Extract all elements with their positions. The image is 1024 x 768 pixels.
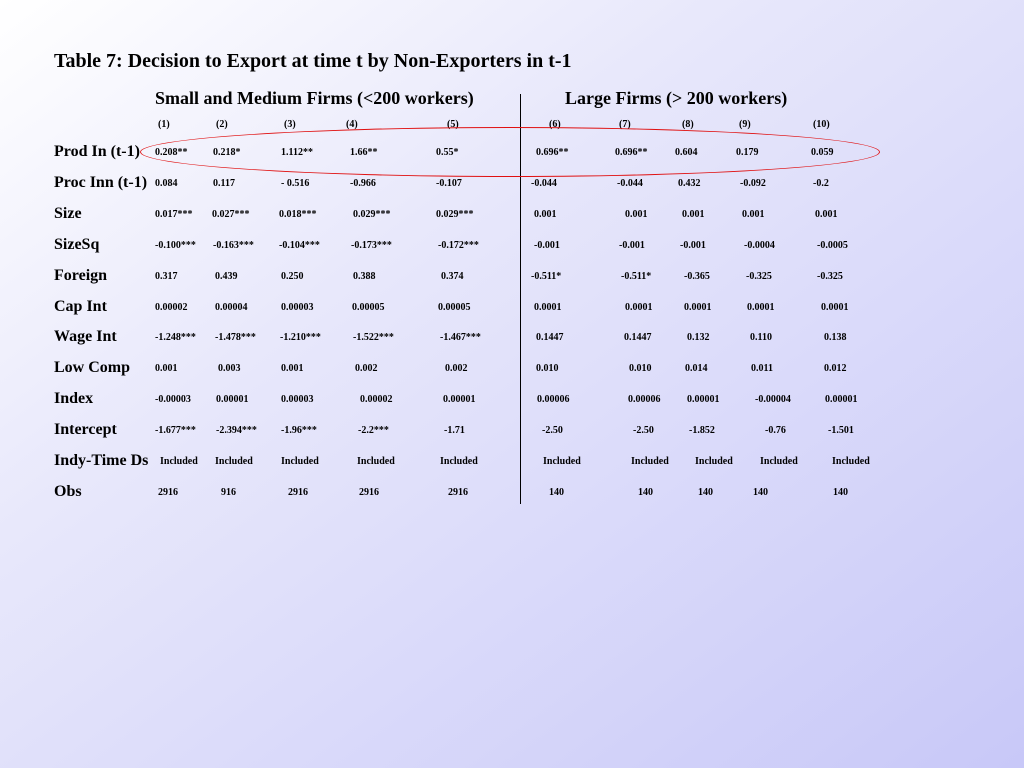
table-cell: 140 bbox=[549, 486, 564, 498]
table-cell: -0.00004 bbox=[755, 394, 791, 406]
column-header: (3) bbox=[284, 119, 296, 130]
table-cell: 0.696** bbox=[536, 147, 569, 158]
table-cell: 0.0001 bbox=[684, 301, 712, 313]
table-cell: Included bbox=[695, 456, 733, 467]
row-label: Indy-Time Ds bbox=[54, 452, 149, 469]
table-cell: 140 bbox=[833, 486, 848, 498]
table-cell: -0.163*** bbox=[213, 239, 254, 251]
column-header: (6) bbox=[549, 119, 561, 130]
column-header: (8) bbox=[682, 119, 694, 130]
table-row bbox=[0, 483, 1024, 505]
table-cell: -1.71 bbox=[444, 425, 465, 437]
table-cell: -2.394*** bbox=[216, 425, 257, 437]
table-cell: 0.00001 bbox=[825, 394, 858, 406]
table-cell: -1.501 bbox=[828, 425, 854, 437]
table-cell: 0.010 bbox=[629, 363, 652, 375]
table-cell: 0.00001 bbox=[687, 394, 720, 406]
table-cell: Included bbox=[760, 456, 798, 467]
table-row bbox=[0, 452, 1024, 474]
table-cell: 140 bbox=[753, 486, 768, 498]
table-row bbox=[0, 298, 1024, 320]
row-label: Index bbox=[54, 390, 94, 408]
table-cell: 0.0001 bbox=[747, 301, 775, 313]
table-cell: 0.179 bbox=[736, 147, 759, 158]
table-cell: 0.00003 bbox=[281, 394, 314, 406]
table-cell: 916 bbox=[221, 486, 236, 498]
table-cell: Included bbox=[281, 456, 319, 467]
table-cell: 0.432 bbox=[678, 177, 701, 189]
row-label: Foreign bbox=[54, 266, 108, 284]
table-cell: 0.1447 bbox=[624, 332, 652, 344]
row-label: Size bbox=[54, 204, 82, 222]
column-header: (5) bbox=[447, 119, 459, 130]
table-cell: -0.76 bbox=[765, 425, 786, 437]
table-cell: 2916 bbox=[158, 486, 178, 498]
table-cell: -2.2*** bbox=[358, 425, 389, 437]
table-cell: 0.00003 bbox=[281, 301, 314, 313]
table-cell: 140 bbox=[698, 486, 713, 498]
table-cell: 0.55* bbox=[436, 147, 459, 158]
table-cell: 0.00002 bbox=[155, 301, 188, 313]
row-label: Proc Inn (t-1) bbox=[54, 173, 148, 191]
table-cell: 0.00006 bbox=[628, 394, 661, 406]
table-cell: 0.001 bbox=[742, 208, 765, 220]
table-cell: 0.0001 bbox=[625, 301, 653, 313]
table-cell: -0.172*** bbox=[438, 239, 479, 251]
table-cell: 0.00001 bbox=[443, 394, 476, 406]
row-label: Wage Int bbox=[54, 328, 117, 346]
table-cell: Included bbox=[440, 456, 478, 467]
table-cell: 0.132 bbox=[687, 332, 710, 344]
table-cell: -0.107 bbox=[436, 177, 462, 189]
table-cell: 0.138 bbox=[824, 332, 847, 344]
column-header: (2) bbox=[216, 119, 228, 130]
table-cell: 0.017*** bbox=[155, 208, 193, 220]
table-row bbox=[0, 174, 1024, 196]
table-cell: 0.084 bbox=[155, 177, 178, 189]
table-cell: -1.852 bbox=[689, 425, 715, 437]
table-cell: -0.104*** bbox=[279, 239, 320, 251]
table-cell: 0.001 bbox=[534, 208, 557, 220]
table-cell: -0.2 bbox=[813, 177, 829, 189]
column-header: (1) bbox=[158, 119, 170, 130]
group-header-small-medium: Small and Medium Firms (<200 workers) bbox=[155, 88, 474, 108]
table-cell: - 0.516 bbox=[281, 177, 310, 189]
table-cell: -2.50 bbox=[542, 425, 563, 437]
table-cell: -0.044 bbox=[617, 177, 643, 189]
table-cell: 0.00006 bbox=[537, 394, 570, 406]
table-cell: -0.511* bbox=[621, 270, 652, 282]
table-cell: 140 bbox=[638, 486, 653, 498]
table-cell: 0.011 bbox=[751, 363, 773, 375]
table-cell: -1.467*** bbox=[440, 332, 481, 344]
row-label: Intercept bbox=[54, 421, 117, 439]
table-cell: 0.002 bbox=[445, 363, 468, 375]
table-row bbox=[0, 267, 1024, 289]
highlight-ellipse bbox=[140, 127, 880, 177]
table-cell: 0.110 bbox=[750, 332, 772, 344]
table-cell: -0.365 bbox=[684, 270, 710, 282]
table-cell: 0.00004 bbox=[215, 301, 248, 313]
table-cell: 0.010 bbox=[536, 363, 559, 375]
table-cell: -0.173*** bbox=[351, 239, 392, 251]
table-row bbox=[0, 328, 1024, 350]
table-cell: -1.210*** bbox=[280, 332, 321, 344]
table-cell: -0.001 bbox=[619, 239, 645, 251]
table-cell: -0.966 bbox=[350, 177, 376, 189]
table-cell: 0.317 bbox=[155, 270, 178, 282]
table-cell: Included bbox=[357, 456, 395, 467]
table-cell: -0.001 bbox=[534, 239, 560, 251]
table-cell: -0.511* bbox=[531, 270, 562, 282]
table-cell: 0.00002 bbox=[360, 394, 393, 406]
table-cell: 0.059 bbox=[811, 147, 834, 158]
row-label: Prod In (t-1) bbox=[54, 143, 140, 160]
column-header: (7) bbox=[619, 119, 631, 130]
table-title: Table 7: Decision to Export at time t by Non-Exporters in t-1 bbox=[54, 50, 572, 72]
table-cell: -1.96*** bbox=[281, 425, 317, 437]
table-cell: -1.522*** bbox=[353, 332, 394, 344]
table-row bbox=[0, 421, 1024, 443]
table-cell: 0.001 bbox=[815, 208, 838, 220]
table-cell: 2916 bbox=[359, 486, 379, 498]
table-cell: 0.00001 bbox=[216, 394, 249, 406]
table-cell: 0.1447 bbox=[536, 332, 564, 344]
table-cell: -0.001 bbox=[680, 239, 706, 251]
row-label: Obs bbox=[54, 482, 82, 500]
table-cell: -0.325 bbox=[746, 270, 772, 282]
table-cell: 0.696** bbox=[615, 147, 648, 158]
table-cell: 0.014 bbox=[685, 363, 708, 375]
table-cell: 0.018*** bbox=[279, 208, 317, 220]
table-cell: -0.00003 bbox=[155, 394, 191, 406]
row-label: Low Comp bbox=[54, 359, 131, 377]
table-cell: 0.003 bbox=[218, 363, 241, 375]
table-cell: -0.0005 bbox=[817, 239, 848, 251]
table-cell: 2916 bbox=[448, 486, 468, 498]
table-cell: -0.044 bbox=[531, 177, 557, 189]
table-cell: Included bbox=[160, 456, 198, 467]
table-cell: 0.001 bbox=[625, 208, 648, 220]
table-cell: 0.00005 bbox=[438, 301, 471, 313]
table-cell: 0.388 bbox=[353, 270, 376, 282]
table-cell: Included bbox=[631, 456, 669, 467]
table-cell: 1.66** bbox=[350, 147, 378, 158]
table-cell: 0.208** bbox=[155, 147, 188, 158]
table-cell: 0.00005 bbox=[352, 301, 385, 313]
table-cell: 0.002 bbox=[355, 363, 378, 375]
table-row bbox=[0, 205, 1024, 227]
table-cell: -2.50 bbox=[633, 425, 654, 437]
table-cell: Included bbox=[215, 456, 253, 467]
table-cell: 0.029*** bbox=[436, 208, 474, 220]
row-label: Cap Int bbox=[54, 297, 107, 315]
table-cell: 0.001 bbox=[155, 363, 178, 375]
table-cell: 0.374 bbox=[441, 270, 464, 282]
table-cell: 0.001 bbox=[682, 208, 705, 220]
table-cell: 0.027*** bbox=[212, 208, 250, 220]
table-cell: 0.029*** bbox=[353, 208, 391, 220]
table-cell: 1.112** bbox=[281, 147, 313, 158]
table-cell: -1.478*** bbox=[215, 332, 256, 344]
table-cell: Included bbox=[543, 456, 581, 467]
table-cell: 0.012 bbox=[824, 363, 847, 375]
table-cell: 0.604 bbox=[675, 147, 698, 158]
table-cell: 0.001 bbox=[281, 363, 304, 375]
table-row bbox=[0, 359, 1024, 381]
table-cell: -0.100*** bbox=[155, 239, 196, 251]
table-row bbox=[0, 390, 1024, 412]
table-cell: 0.439 bbox=[215, 270, 238, 282]
table-cell: 0.117 bbox=[213, 177, 235, 189]
table-row bbox=[0, 236, 1024, 258]
table-cell: 0.250 bbox=[281, 270, 304, 282]
table-cell: -1.248*** bbox=[155, 332, 196, 344]
table-cell: -0.0004 bbox=[744, 239, 775, 251]
table-cell: -0.092 bbox=[740, 177, 766, 189]
column-header: (10) bbox=[813, 119, 830, 130]
table-cell: 0.0001 bbox=[821, 301, 849, 313]
column-header: (9) bbox=[739, 119, 751, 130]
group-header-large: Large Firms (> 200 workers) bbox=[565, 88, 788, 108]
table-cell: -1.677*** bbox=[155, 425, 196, 437]
table-cell: Included bbox=[832, 456, 870, 467]
column-header: (4) bbox=[346, 119, 358, 130]
table-cell: 0.218* bbox=[213, 147, 241, 158]
table-cell: -0.325 bbox=[817, 270, 843, 282]
table-cell: 2916 bbox=[288, 486, 308, 498]
row-label: SizeSq bbox=[54, 235, 100, 253]
table-cell: 0.0001 bbox=[534, 301, 562, 313]
